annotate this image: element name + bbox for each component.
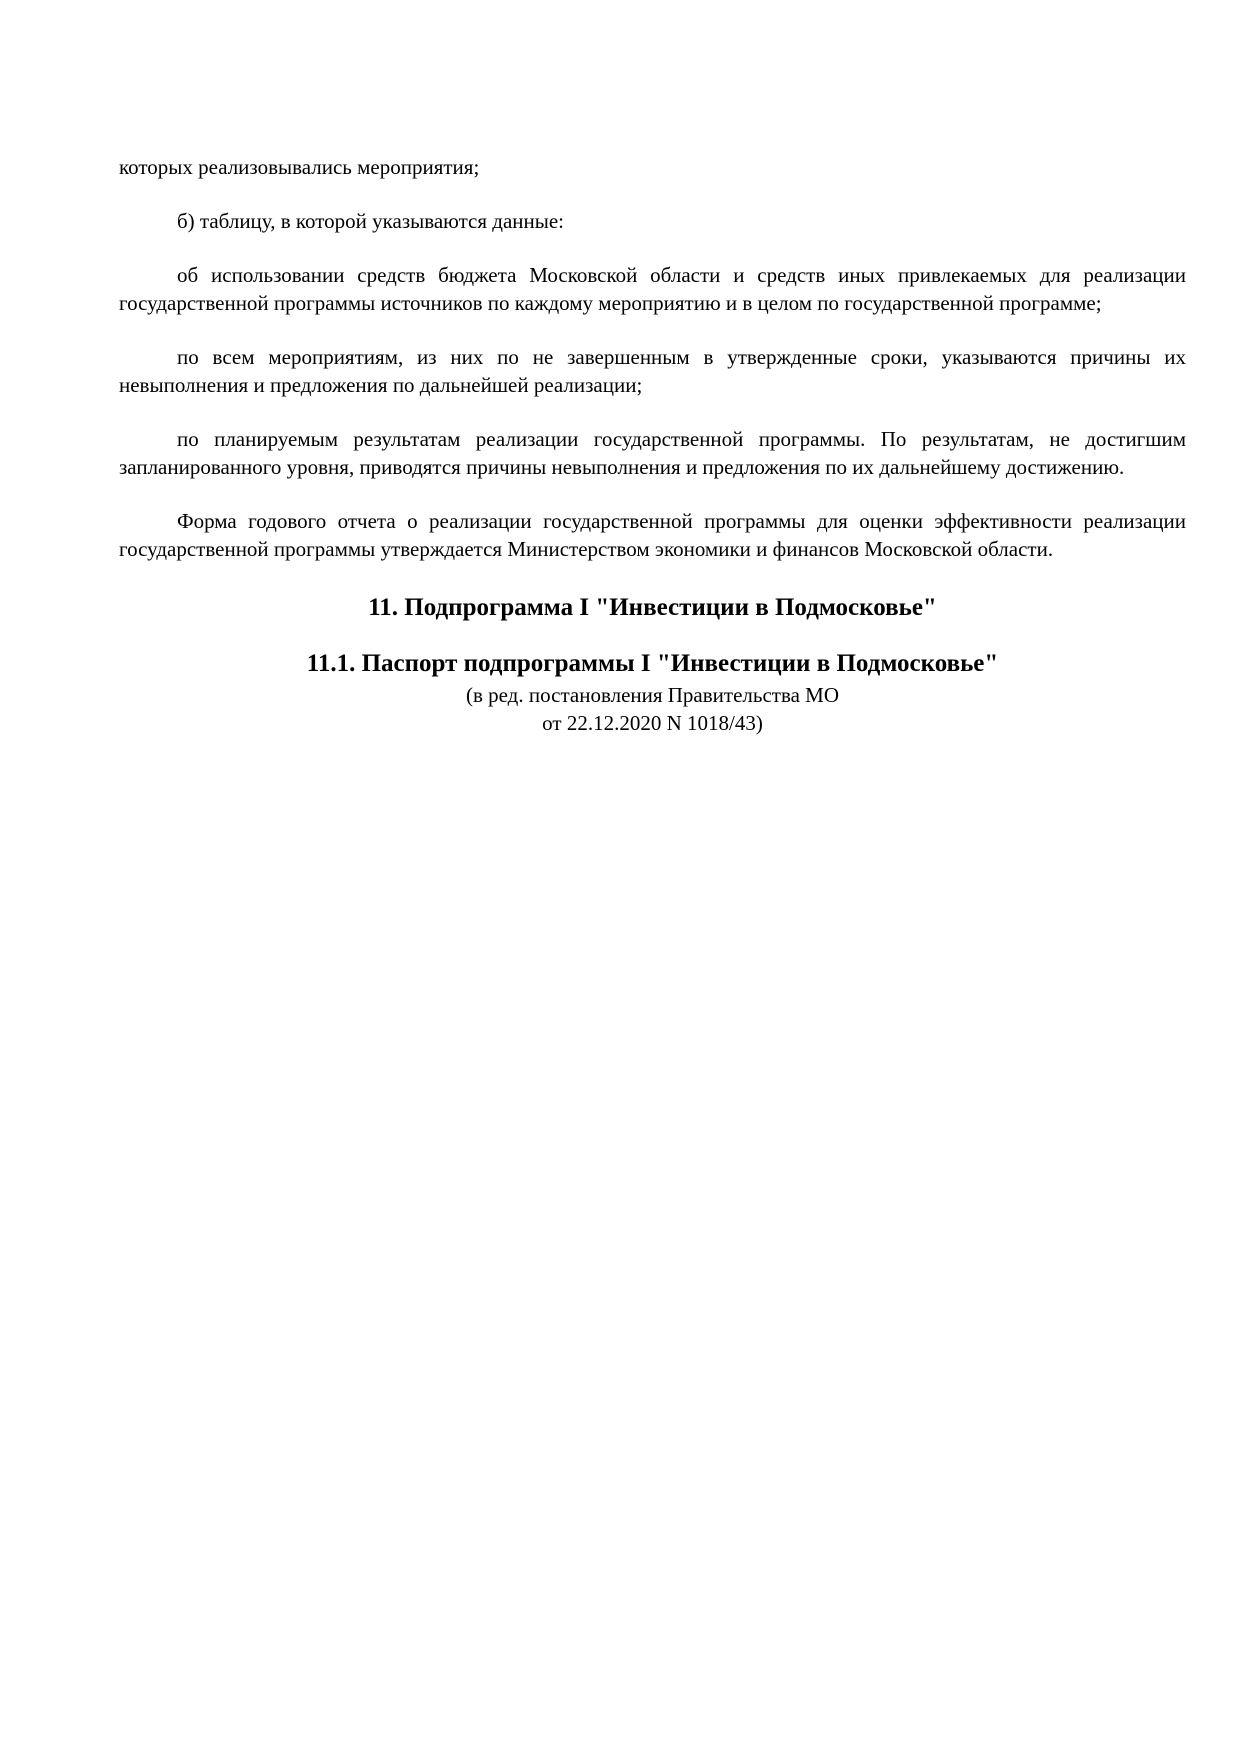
paragraph-planned-results: по планируемым результатам реализации государственной программы. По результатам, не достигшим запланированного уровня, приводятся причины невыполнения и предложения по их дальнейшему достижению. xyxy=(119,427,1186,479)
paragraph-continuation: которых реализовывались мероприятия; xyxy=(119,155,480,179)
paragraph-report-form: Форма годового отчета о реализации государственной программы для оценки эффективности реализации государственной программы утверждается Министерством экономики и финансов Московской области. xyxy=(119,509,1186,561)
section-heading: 11. Подпрограмма I "Инвестиции в Подмосковье" xyxy=(368,594,937,621)
paragraph-item-b: б) таблицу, в которой указываются данные: xyxy=(177,209,565,233)
amendment-note-line1: (в ред. постановления Правительства МО xyxy=(465,683,840,707)
paragraph-budget-usage: об использовании средств бюджета Московской области и средств иных привлекаемых для реализации государственной программы источников по каждому мероприятию и в целом по государственной программе; xyxy=(119,263,1186,315)
subsection-heading: 11.1. Паспорт подпрограммы I "Инвестиции в Подмосковье" xyxy=(306,650,999,677)
paragraph-all-measures: по всем мероприятиям, из них по не завершенным в утвержденные сроки, указываются причины их невыполнения и предложения по дальнейшей реализации; xyxy=(119,345,1186,397)
amendment-note-line2: от 22.12.2020 N 1018/43) xyxy=(542,711,763,735)
document-page xyxy=(119,153,1186,737)
